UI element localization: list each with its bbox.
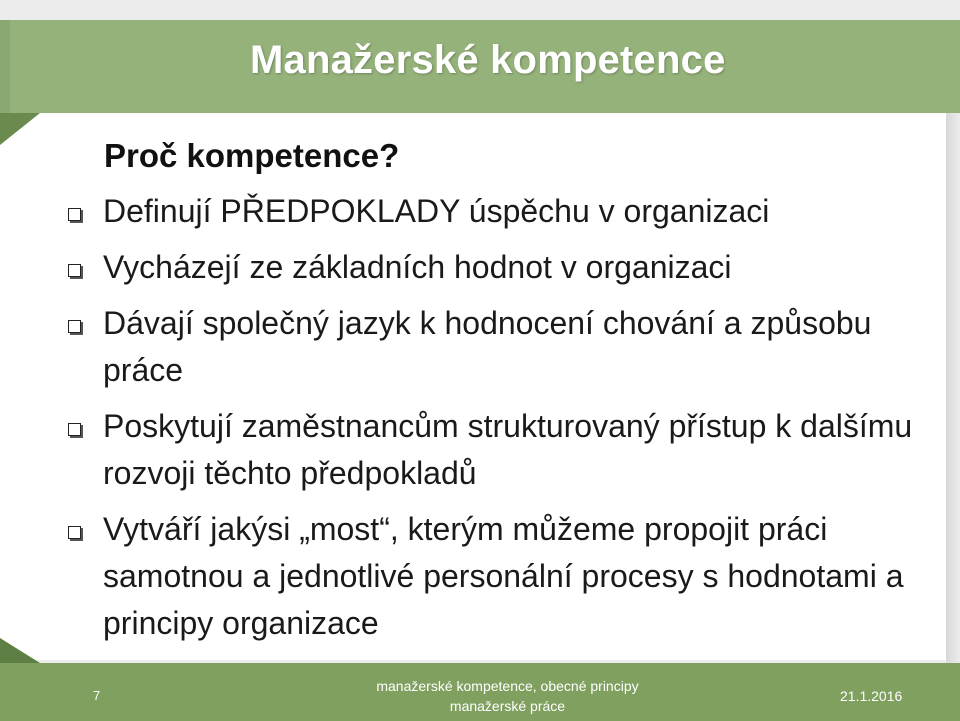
bullet-item (62, 506, 942, 647)
title-bar-edge (0, 20, 10, 113)
footer-date: 21.1.2016 (840, 688, 903, 704)
square-bullet-icon (68, 320, 81, 333)
bullet-item (62, 188, 942, 235)
bullet-text: Vycházejí ze základních hodnot v organizaci (103, 249, 732, 285)
bullet-list (62, 188, 942, 656)
title-fold-corner (0, 113, 40, 145)
bullet-item (62, 300, 942, 394)
footer-caption-line1: manažerské kompetence, obecné principy (376, 678, 639, 694)
bullet-text: Poskytují zaměstnancům strukturovaný přístup k dalšímu rozvoji těchto předpokladů (103, 408, 913, 491)
bullet-item (62, 403, 942, 497)
square-bullet-icon (68, 264, 81, 277)
bullet-text: Vytváří jakýsi „most“, kterým můžeme propojit práci samotnou a jednotlivé personální procesy s hodnotami a principy organizace (103, 511, 904, 641)
page-number: 7 (93, 688, 101, 703)
bullet-text: Definují PŘEDPOKLADY úspěchu v organizaci (103, 193, 770, 229)
footer-caption-line2: manažerské práce (449, 698, 566, 714)
footer-fold-corner (0, 638, 40, 663)
slide-subtitle: Proč kompetence? (104, 137, 400, 174)
page-shadow (946, 113, 960, 663)
bullet-item (62, 244, 942, 291)
footer-caption (330, 676, 685, 716)
square-bullet-icon (68, 526, 81, 539)
square-bullet-icon (68, 208, 81, 221)
square-bullet-icon (68, 423, 81, 436)
bullet-text: Dávají společný jazyk k hodnocení chování a způsobu práce (103, 305, 872, 388)
slide-title: Manažerské kompetence (250, 38, 726, 82)
